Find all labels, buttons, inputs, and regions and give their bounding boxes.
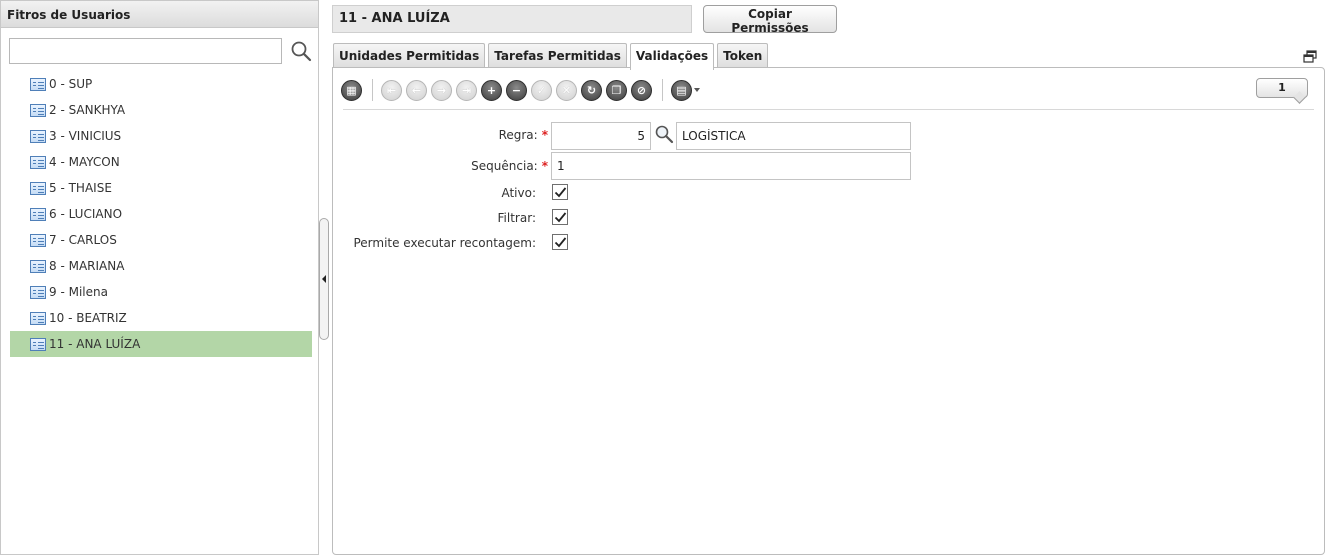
check-icon [554,211,567,224]
list-item[interactable]: 3 - VINICIUS [10,123,312,149]
previous-record-icon: ← [406,80,427,101]
required-marker: * [541,159,548,173]
add-icon[interactable]: + [481,80,502,101]
tab-bar [333,43,771,68]
attach-icon[interactable]: ⊘ [631,80,652,101]
check-icon [554,236,567,249]
list-item[interactable]: 10 - BEATRIZ [10,305,312,331]
regra-label: Regra: * [498,128,548,142]
toolbar-divider [372,79,373,101]
restore-window-icon[interactable] [1303,50,1317,64]
user-card-icon [30,338,46,351]
regra-code-field[interactable] [551,122,651,150]
user-card-icon [30,260,46,273]
toolbar-divider-line [343,109,1314,110]
user-card-icon [30,104,46,117]
recontagem-label: Permite executar recontagem: [353,236,536,250]
sequencia-label: Sequência: * [471,159,548,173]
last-record-icon: ⇥ [456,80,477,101]
user-card-icon [30,182,46,195]
user-card-icon [30,130,46,143]
list-item[interactable]: 6 - LUCIANO [10,201,312,227]
list-item[interactable]: 2 - SANKHYA [10,97,312,123]
list-item[interactable]: 9 - Milena [10,279,312,305]
list-item[interactable]: 0 - SUP [10,71,312,97]
tab-validacoes[interactable]: Validações [630,43,714,70]
next-record-icon: → [431,80,452,101]
search-row [9,38,309,66]
list-item-selected[interactable]: 11 - ANA LUÍZA [10,331,312,357]
user-list [10,71,312,357]
tab-tarefas-permitidas[interactable]: Tarefas Permitidas [488,43,627,68]
user-card-icon [30,78,46,91]
list-item[interactable]: 5 - THAISE [10,175,312,201]
regra-description-field[interactable] [676,122,911,150]
cancel-icon: ✕ [556,80,577,101]
list-item[interactable]: 7 - CARLOS [10,227,312,253]
panel-splitter[interactable] [319,218,329,340]
more-options-icon[interactable]: ▤ [671,80,692,101]
chevron-down-icon[interactable] [694,88,700,92]
list-item[interactable]: 8 - MARIANA [10,253,312,279]
tab-unidades-permitidas[interactable]: Unidades Permitidas [333,43,485,68]
page-indicator[interactable]: 1 [1256,78,1308,98]
list-item[interactable]: 4 - MAYCON [10,149,312,175]
save-icon: ✓ [531,80,552,101]
search-input[interactable] [9,38,282,64]
user-card-icon [30,208,46,221]
panel-title: Fitros de Usuarios [0,0,319,28]
search-icon[interactable] [290,40,312,62]
search-icon[interactable] [654,124,674,144]
user-card-icon [30,286,46,299]
refresh-icon[interactable]: ↻ [581,80,602,101]
check-icon [554,186,567,199]
ativo-label: Ativo: [501,186,536,200]
remove-icon[interactable]: − [506,80,527,101]
filtrar-label: Filtrar: [497,211,536,225]
page-title: 11 - ANA LUÍZA [332,5,692,33]
filtrar-checkbox[interactable] [552,209,568,225]
ativo-checkbox[interactable] [552,184,568,200]
validations-form [332,67,1325,555]
toolbar-divider [662,79,663,101]
required-marker: * [541,128,548,142]
user-card-icon [30,156,46,169]
sequencia-field[interactable] [551,152,911,180]
first-record-icon: ⇤ [381,80,402,101]
grid-view-icon[interactable]: ▦ [341,80,362,101]
recontagem-checkbox[interactable] [552,234,568,250]
user-card-icon [30,234,46,247]
copy-permissions-button[interactable]: Copiar Permissões [703,5,837,33]
user-card-icon [30,312,46,325]
collapse-left-icon [322,275,326,283]
tab-token[interactable]: Token [717,43,768,68]
user-filter-panel [0,0,319,555]
toolbar [341,76,700,104]
duplicate-icon[interactable]: ❐ [606,80,627,101]
